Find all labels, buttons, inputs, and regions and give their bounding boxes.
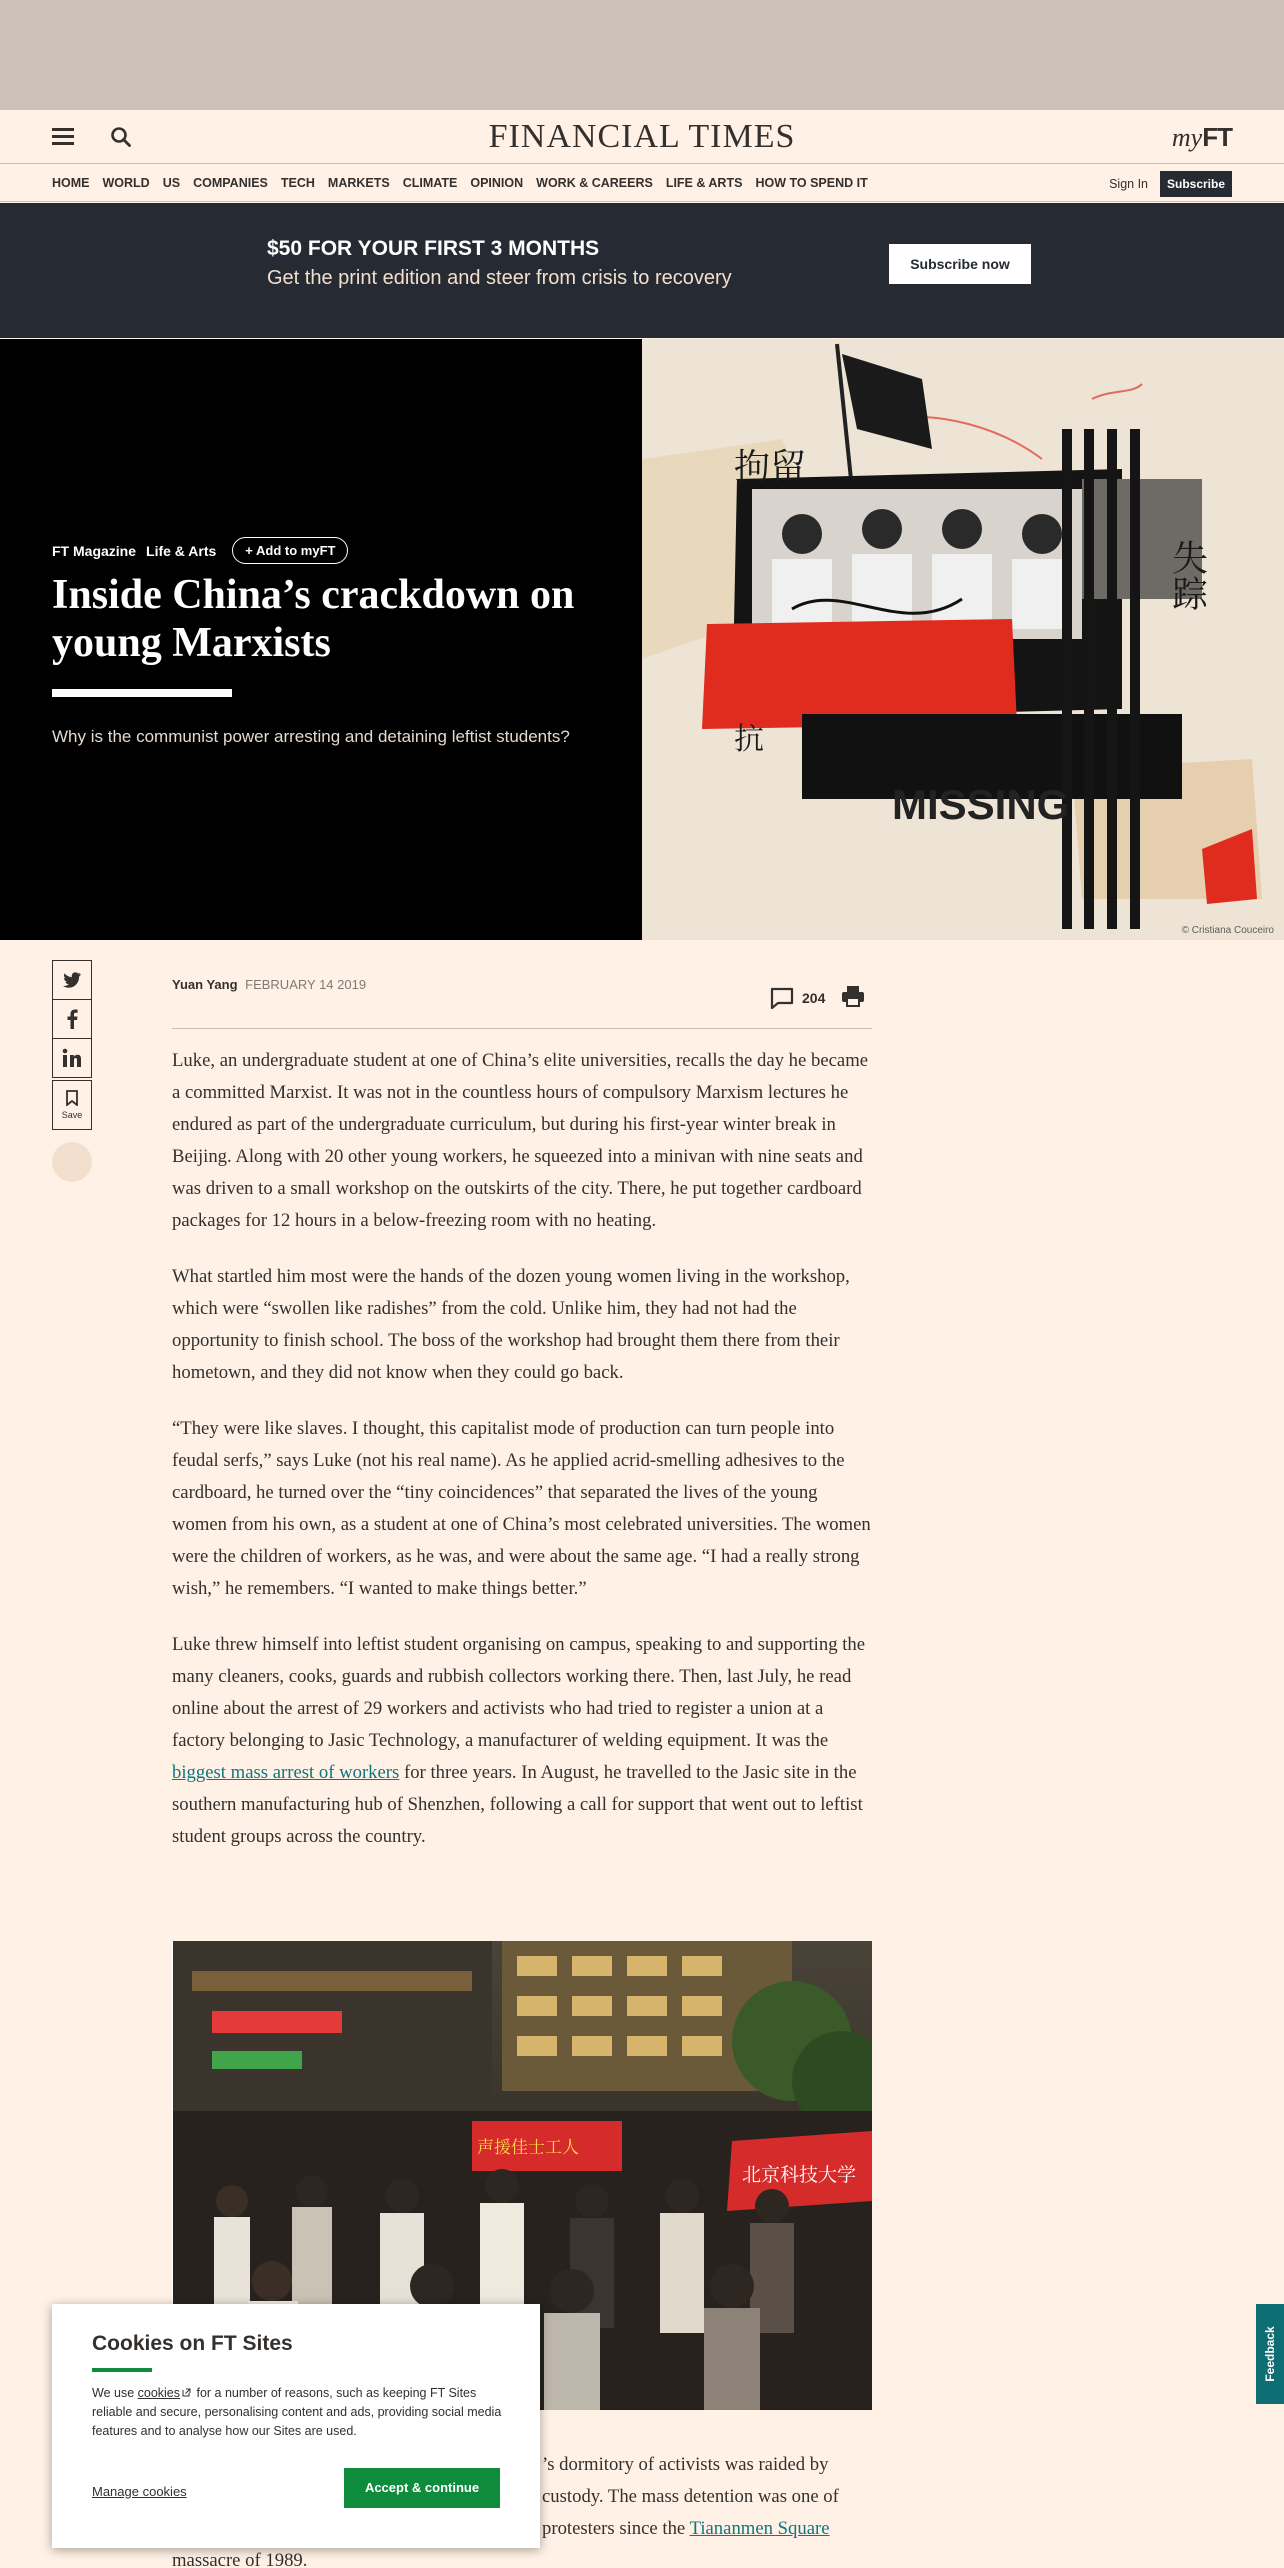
promo-subtext: Get the print edition and steer from crisis to recovery [267,267,732,289]
photo-banner-1: 声援佳士工人 [477,2138,579,2158]
paragraph-5-line-4: massacre of 1989. [172,2550,308,2568]
paragraph-2: What startled him most were the hands of the dozen young women living in the workshop, which were “swollen like radishes” from the cold. Unlike him, they had not had the opportunity to finish school. The boss of the workshop had brought them there from their hometown, and they did not know when they could go back. [172,1266,850,1383]
paragraph-5-line-2: custody. The mass detention was one of [542,2486,839,2507]
article-body [172,1045,872,1877]
article-hero [0,339,1284,940]
add-to-myft-button[interactable]: + Add to myFT [232,537,348,564]
paragraph-4-text-b: for three years. In August, he travelled to the Jasic site in the southern manufacturing hub of Shenzhen, following a call for support that went out to leftist student groups across the country. [172,1762,863,1847]
manage-cookies-link[interactable]: Manage cookies [92,2484,187,2499]
nav-companies[interactable]: COMPANIES [193,176,268,190]
subscribe-now-button[interactable]: Subscribe now [889,244,1031,284]
nav-home[interactable]: HOME [52,176,90,190]
subscription-promo [0,203,1284,338]
hero-text-panel [0,339,642,940]
feedback-tab[interactable] [1256,2304,1284,2404]
linkedin-share-button[interactable] [52,1038,92,1078]
twitter-share-button[interactable] [52,960,92,1000]
paragraph-5-text: protesters since the [542,2518,690,2539]
publish-date: FEBRUARY 14 2019 [245,977,367,992]
save-label: Save [61,1110,83,1120]
promo-headline: $50 FOR YOUR FIRST 3 MONTHS [267,237,600,260]
byline-divider [172,1028,872,1029]
image-missing-text: MISSING [892,781,1070,828]
cookie-text [92,2384,502,2441]
tag-life-arts[interactable]: Life & Arts [146,542,217,559]
twitter-icon [62,971,82,989]
myft-suffix: FT [1202,122,1232,152]
top-navigation [0,165,1284,202]
cookie-banner [52,2304,540,2548]
save-article-button[interactable] [52,1080,92,1130]
nav-tech[interactable]: TECH [280,176,315,190]
image-chars-detain: 拘留 [734,447,807,488]
author-link[interactable]: Yuan Yang [172,977,238,992]
nav-markets[interactable]: MARKETS [327,176,390,190]
print-icon [841,985,865,1007]
subscribe-button[interactable]: Subscribe [1160,171,1232,197]
article-standfirst: Why is the communist power arresting and detaining leftist students? [52,727,570,746]
sign-in-link[interactable]: Sign In [1109,177,1148,191]
search-icon[interactable] [110,126,132,148]
feedback-label: Feedback [1263,2326,1277,2382]
cookie-text-a: We use [92,2386,138,2400]
paragraph-3: “They were like slaves. I thought, this capitalist mode of production can turn people into feudal serfs,” says Luke (not his real name). As he applied acrid-smelling adhesives to the cardboard, he turned over the “tiny coincidences” that separated the lives of the young women from his own, as a student at one of China’s most celebrated universities. The women were the children of workers, as he was, and were about the same age. “I had a really strong wish,” he remembers. “I wanted to make things better.” [172,1418,871,1599]
accept-continue-button[interactable]: Accept & continue [344,2468,500,2508]
hero-illustration [642,339,1284,940]
facebook-share-button[interactable] [52,999,92,1039]
nav-climate[interactable]: CLIMATE [402,176,458,190]
myft-prefix: my [1171,123,1203,152]
tag-ft-magazine[interactable]: FT Magazine [52,542,137,559]
article-title: Inside China’s crackdown on young Marxists [52,572,575,666]
nav-us[interactable]: US [162,176,181,190]
cookie-title-underline [92,2368,152,2372]
nav-opinion[interactable]: OPINION [470,176,524,190]
paragraph-4 [172,1629,872,1853]
comment-icon [770,987,794,1009]
image-chars-disappear: 失踪 [1166,539,1208,611]
nav-how-to-spend-it[interactable]: HOW TO SPEND IT [755,176,868,190]
comments-link[interactable] [770,987,825,1009]
paragraph-5-line-1: ’s dormitory of activists was raided by [542,2454,829,2475]
menu-icon[interactable] [52,128,74,146]
bookmark-icon [66,1090,78,1106]
comment-count: 204 [802,989,826,1006]
image-credit: © Cristiana Couceiro [1181,925,1274,936]
mass-arrest-link[interactable]: biggest mass arrest of workers [172,1762,400,1783]
facebook-icon [66,1009,78,1029]
print-button[interactable] [841,985,865,1010]
image-chars-resist: 抗 [734,722,764,757]
cookie-text-b: for a number of reasons, such as keeping FT Sites reliable and secure, personalising content and ads, providing social media features and to analyse how our Sites are used. [92,2386,502,2438]
article-meta-actions [770,985,865,1010]
ft-logo[interactable]: FINANCIAL TIMES [488,118,796,155]
photo-banner-2: 北京科技大学 [742,2164,857,2186]
tiananmen-link[interactable]: Tiananmen Square [689,2518,830,2539]
external-link-icon [182,2388,191,2397]
myft-link[interactable] [1172,122,1232,153]
nav-world[interactable]: WORLD [102,176,150,190]
byline [172,977,366,992]
masthead [0,110,1284,164]
paragraph-1: Luke, an undergraduate student at one of China’s elite universities, recalls the day he became a committed Marxist. It was not in the countless hours of compulsory Marxism lectures he endured as part of the undergraduate curriculum, but during his first-year winter break in Beijing. Along with 20 other young workers, he squeezed into a minivan with nine seats and was driven to a small workshop on the outskirts of the city. There, he put together cardboard packages for 12 hours in a below-freezing room with no heating. [172,1050,869,1231]
paragraph-4-text-a: Luke threw himself into leftist student organising on campus, speaking to and supporting the many cleaners, cooks, guards and rubbish collectors working there. Then, last July, he read online about the arrest of 29 workers and activists who had tried to register a union at a factory belonging to Jasic Technology, a manufacturer of welding equipment. It was the [172,1634,866,1751]
share-more-placeholder[interactable] [52,1142,92,1182]
nav-life-arts[interactable]: LIFE & ARTS [665,176,743,190]
cookies-link[interactable]: cookies [137,2386,181,2400]
linkedin-icon [62,1048,82,1068]
ad-banner [0,0,1284,110]
share-toolbar [52,960,92,1182]
nav-work-careers[interactable]: WORK & CAREERS [536,176,653,190]
collage-illustration [642,339,1284,940]
cookie-title: Cookies on FT Sites [92,2332,293,2355]
title-underline [52,689,232,697]
